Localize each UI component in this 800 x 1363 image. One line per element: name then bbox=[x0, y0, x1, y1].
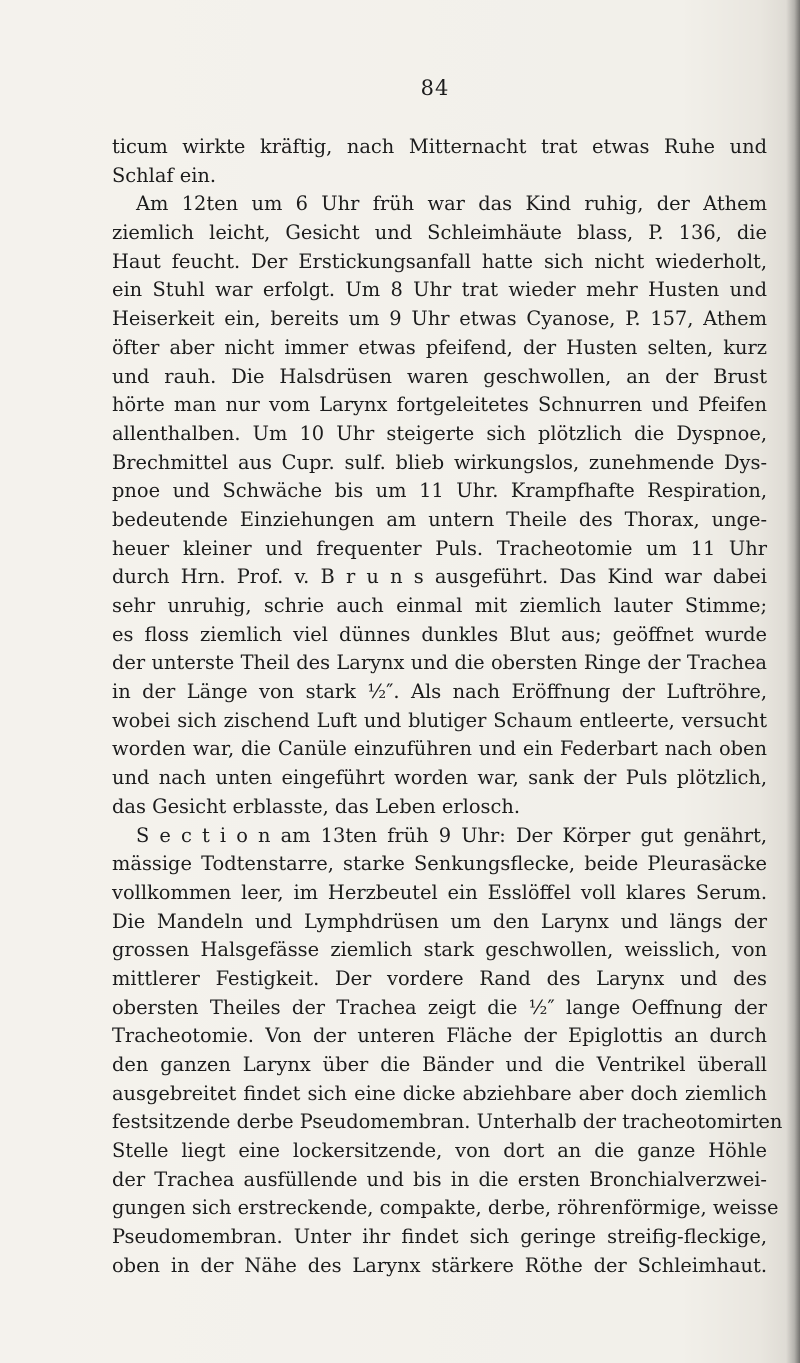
text-line: sehr unruhig, schrie auch einmal mit ziemlich lauter Stimme; bbox=[112, 594, 767, 617]
text-line: ein Stuhl war erfolgt. Um 8 Uhr trat wieder mehr Husten und bbox=[112, 278, 767, 302]
text-line: Heiserkeit ein, bereits um 9 Uhr etwas Cyanose, P. 157, Athem bbox=[112, 307, 767, 331]
text-line: der unterste Theil des Larynx und die obersten Ringe der Trachea bbox=[112, 651, 767, 675]
text-line: und nach unten eingeführt worden war, sank der Puls plötzlich, bbox=[112, 766, 767, 790]
text-line: grossen Halsgefässe ziemlich stark geschwollen, weisslich, von bbox=[112, 938, 767, 962]
text-line: worden war, die Canüle einzuführen und ein Federbart nach oben bbox=[112, 737, 767, 761]
text-line: Pseudomembran. Unter ihr findet sich geringe streifig-fleckige, bbox=[112, 1225, 767, 1249]
text-line: Stelle liegt eine lockersitzende, von dort an die ganze Höhle bbox=[112, 1139, 767, 1163]
text-line: ziemlich leicht, Gesicht und Schleimhäute blass, P. 136, die bbox=[112, 221, 767, 245]
text-line: durch Hrn. Prof. v. B r u n s ausgeführt. Das Kind war dabei bbox=[112, 565, 767, 589]
text-line: mittlerer Festigkeit. Der vordere Rand des Larynx und des bbox=[112, 966, 767, 990]
text-line: gungen sich erstreckende, compakte, derbe, röhrenförmige, weisse bbox=[112, 1196, 779, 1220]
text-line: hörte man nur vom Larynx fortgeleitetes Schnurren und Pfeifen bbox=[112, 393, 767, 417]
text-line: allenthalben. Um 10 Uhr steigerte sich plötzlich die Dyspnoe, bbox=[112, 421, 767, 445]
page-number: 84 bbox=[420, 76, 450, 100]
text-line: Die Mandeln und Lymphdrüsen um den Larynx und längs der bbox=[112, 909, 767, 933]
text-line: wobei sich zischend Luft und blutiger Schaum entleerte, versucht bbox=[112, 708, 767, 732]
text-line: in der Länge von stark ½″. Als nach Eröffnung der Luftröhre, bbox=[112, 680, 767, 704]
text-line: oben in der Nähe des Larynx stärkere Röthe der Schleimhaut. bbox=[112, 1253, 767, 1277]
text-line: der Trachea ausfüllende und bis in die ersten Bronchialverzwei- bbox=[112, 1167, 767, 1191]
text-line: heuer kleiner und frequenter Puls. Tracheotomie um 11 Uhr bbox=[112, 536, 767, 560]
text-line: Tracheotomie. Von der unteren Fläche der Epiglottis an durch bbox=[112, 1024, 767, 1048]
text-line: pnoe und Schwäche bis um 11 Uhr. Krampfhafte Respiration, bbox=[112, 479, 767, 503]
text-line: das Gesicht erblasste, das Leben erlosch. bbox=[112, 794, 520, 818]
text-line: mässige Todtenstarre, starke Senkungsflecke, beide Pleurasäcke bbox=[112, 852, 767, 876]
text-line: es floss ziemlich viel dünnes dunkles Blut aus; geöffnet wurde bbox=[112, 622, 767, 646]
text-line: Haut feucht. Der Erstickungsanfall hatte sich nicht wiederholt, bbox=[112, 249, 767, 273]
text-line: ticum wirkte kräftig, nach Mitternacht trat etwas Ruhe und bbox=[112, 135, 767, 158]
page-edge-shadow bbox=[786, 0, 800, 1363]
text-line: vollkommen leer, im Herzbeutel ein Esslöffel voll klares Serum. bbox=[112, 880, 767, 904]
text-line: öfter aber nicht immer etwas pfeifend, der Husten selten, kurz bbox=[112, 335, 767, 359]
text-line: Brechmittel aus Cupr. sulf. blieb wirkungslos, zunehmende Dys- bbox=[112, 450, 767, 474]
text-line: und rauh. Die Halsdrüsen waren geschwollen, an der Brust bbox=[112, 364, 767, 388]
body-text bbox=[112, 133, 783, 1281]
text-line: Am 12ten um 6 Uhr früh war das Kind ruhig, der Athem bbox=[136, 192, 767, 216]
text-line: S e c t i o n am 13ten früh 9 Uhr: Der Körper gut genährt, bbox=[136, 823, 767, 847]
text-line: Schlaf ein. bbox=[112, 163, 217, 187]
text-line: festsitzende derbe Pseudomembran. Unterhalb der tracheotomirten bbox=[112, 1110, 783, 1134]
text-line: obersten Theiles der Trachea zeigt die ½″ lange Oeffnung der bbox=[112, 995, 767, 1019]
text-line: bedeutende Einziehungen am untern Theile des Thorax, unge- bbox=[112, 507, 767, 531]
text-line: ausgebreitet findet sich eine dicke abziehbare aber doch ziemlich bbox=[112, 1081, 767, 1105]
text-line: den ganzen Larynx über die Bänder und die Ventrikel überall bbox=[112, 1053, 767, 1076]
